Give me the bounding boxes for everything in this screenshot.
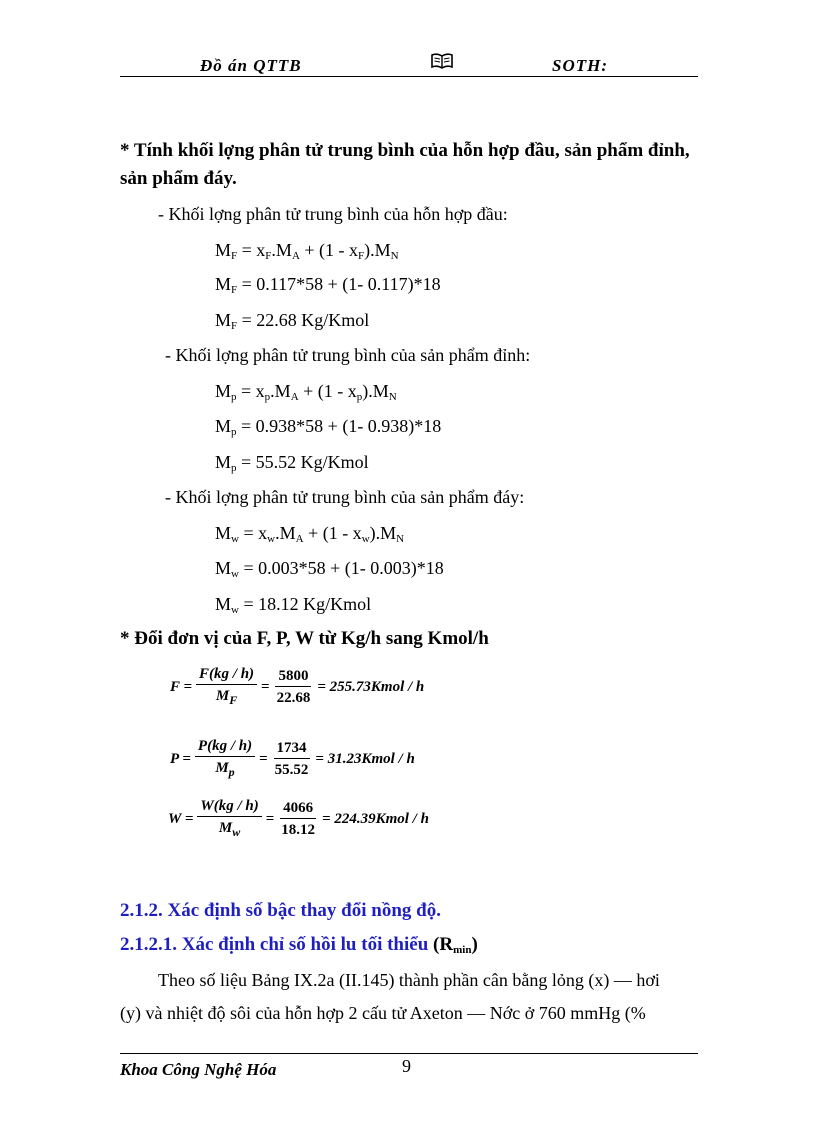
equation-W-lhs: W = — [168, 811, 194, 827]
bottom-formula-2: Mw = 0.003*58 + (1- 0.003)*18 — [215, 558, 444, 580]
equation-W: W = $\frac{W(kg / h)}{M_w}$ = $\frac{4066}{18.12}$ = 224.39Kmol / h — [168, 796, 429, 843]
mass-heading-line2: sản phẩm đáy. — [120, 168, 237, 189]
equation-W-den: $M_w$ — [218, 820, 241, 839]
footer-left: Khoa Công Nghệ Hóa — [120, 1060, 277, 1079]
section-2121-heading — [120, 934, 478, 956]
bottom-formula-3: Mw = 18.12 Kg/Kmol — [215, 594, 372, 616]
equation-F-num: F(kg / h) — [196, 664, 257, 685]
equation-P-fraction-2 — [272, 738, 312, 781]
equation-P: P = $\frac{P(kg / h)}{M_p}$ = $\frac{1734}{55.52}$ = 31.23Kmol / h — [170, 736, 415, 783]
page-number: 9 — [402, 1056, 411, 1076]
top-formula-3: Mp = 55.52 Kg/Kmol — [215, 452, 369, 474]
equation-F-den: $M_F$ — [215, 688, 238, 707]
equation-P-den: $M_p$ — [215, 760, 235, 779]
feed-formula-2: MF = 0.117*58 + (1- 0.117)*18 — [215, 274, 441, 296]
equation-P-num: P(kg / h) — [195, 736, 255, 757]
equation-W-fraction-2 — [278, 798, 318, 841]
top-label: - Khối lợng phân tử trung bình của sản phẩm đỉnh: — [165, 345, 531, 365]
feed-formula-3: MF = 22.68 Kg/Kmol — [215, 310, 370, 332]
feed-label: - Khối lợng phân tử trung bình của hỗn hợp đầu: — [158, 204, 508, 224]
top-formula-1: Mp = xp.MA + (1 - xp).MN — [215, 381, 397, 403]
equation-W-num: W(kg / h) — [197, 796, 261, 817]
header-right: SOTH: — [552, 56, 608, 75]
equation-W-fraction — [197, 796, 261, 843]
equation-F-fraction — [196, 664, 257, 711]
units-heading: * Đổi đơn vị của F, P, W từ Kg/h sang Kmol/h — [120, 628, 489, 649]
equation-P-den2: 55.52 — [274, 762, 309, 778]
equation-P-fraction — [195, 736, 255, 783]
bottom-label: - Khối lợng phân tử trung bình của sản phẩm đáy: — [165, 487, 525, 507]
equation-F-den2: 22.68 — [276, 690, 311, 706]
equation-P-lhs: P = — [170, 751, 191, 767]
paragraph-line2: (y) và nhiệt độ sôi của hỗn hợp 2 cấu tử Axeton — Nớc ở 760 mmHg (% — [120, 1003, 646, 1023]
section-2121-title: 2.1.2.1. Xác định chỉ số hồi lu tối thiểu — [120, 934, 429, 955]
feed-formula-1: MF = xF.MA + (1 - xF).MN — [215, 240, 399, 262]
rmin-symbol: (Rmin) — [433, 934, 478, 956]
equation-F-num2: 5800 — [275, 666, 311, 687]
equation-W-num2: 4066 — [280, 798, 316, 819]
section-212-heading: 2.1.2. Xác định số bậc thay đổi nồng độ. — [120, 900, 441, 921]
equation-P-result: = 31.23Kmol / h — [315, 751, 415, 767]
equation-F: F = $\frac{F(kg / h)}{M_F}$ = $\frac{5800}{22.68}$ = 255.73Kmol / h — [170, 664, 424, 711]
footer-rule — [120, 1053, 698, 1054]
equation-F-result: = 255.73Kmol / h — [317, 679, 425, 695]
open-book-icon — [430, 52, 454, 75]
bottom-formula-1: Mw = xw.MA + (1 - xw).MN — [215, 523, 405, 545]
mass-heading-line1: * Tính khối lợng phân tử trung bình của hỗn hợp đầu, sản phẩm đỉnh, — [120, 140, 690, 161]
equation-W-den2: 18.12 — [281, 822, 316, 838]
equation-P-num2: 1734 — [274, 738, 310, 759]
top-formula-2: Mp = 0.938*58 + (1- 0.938)*18 — [215, 416, 442, 438]
equation-F-fraction-2 — [274, 666, 314, 709]
equation-W-result: = 224.39Kmol / h — [322, 811, 429, 827]
header-left: Đồ án QTTB — [200, 56, 302, 75]
equation-F-lhs: F = — [170, 679, 193, 695]
header-rule — [120, 76, 698, 77]
paragraph-line1: Theo số liệu Bảng IX.2a (II.145) thành phần cân bằng lỏng (x) — hơi — [158, 970, 660, 990]
